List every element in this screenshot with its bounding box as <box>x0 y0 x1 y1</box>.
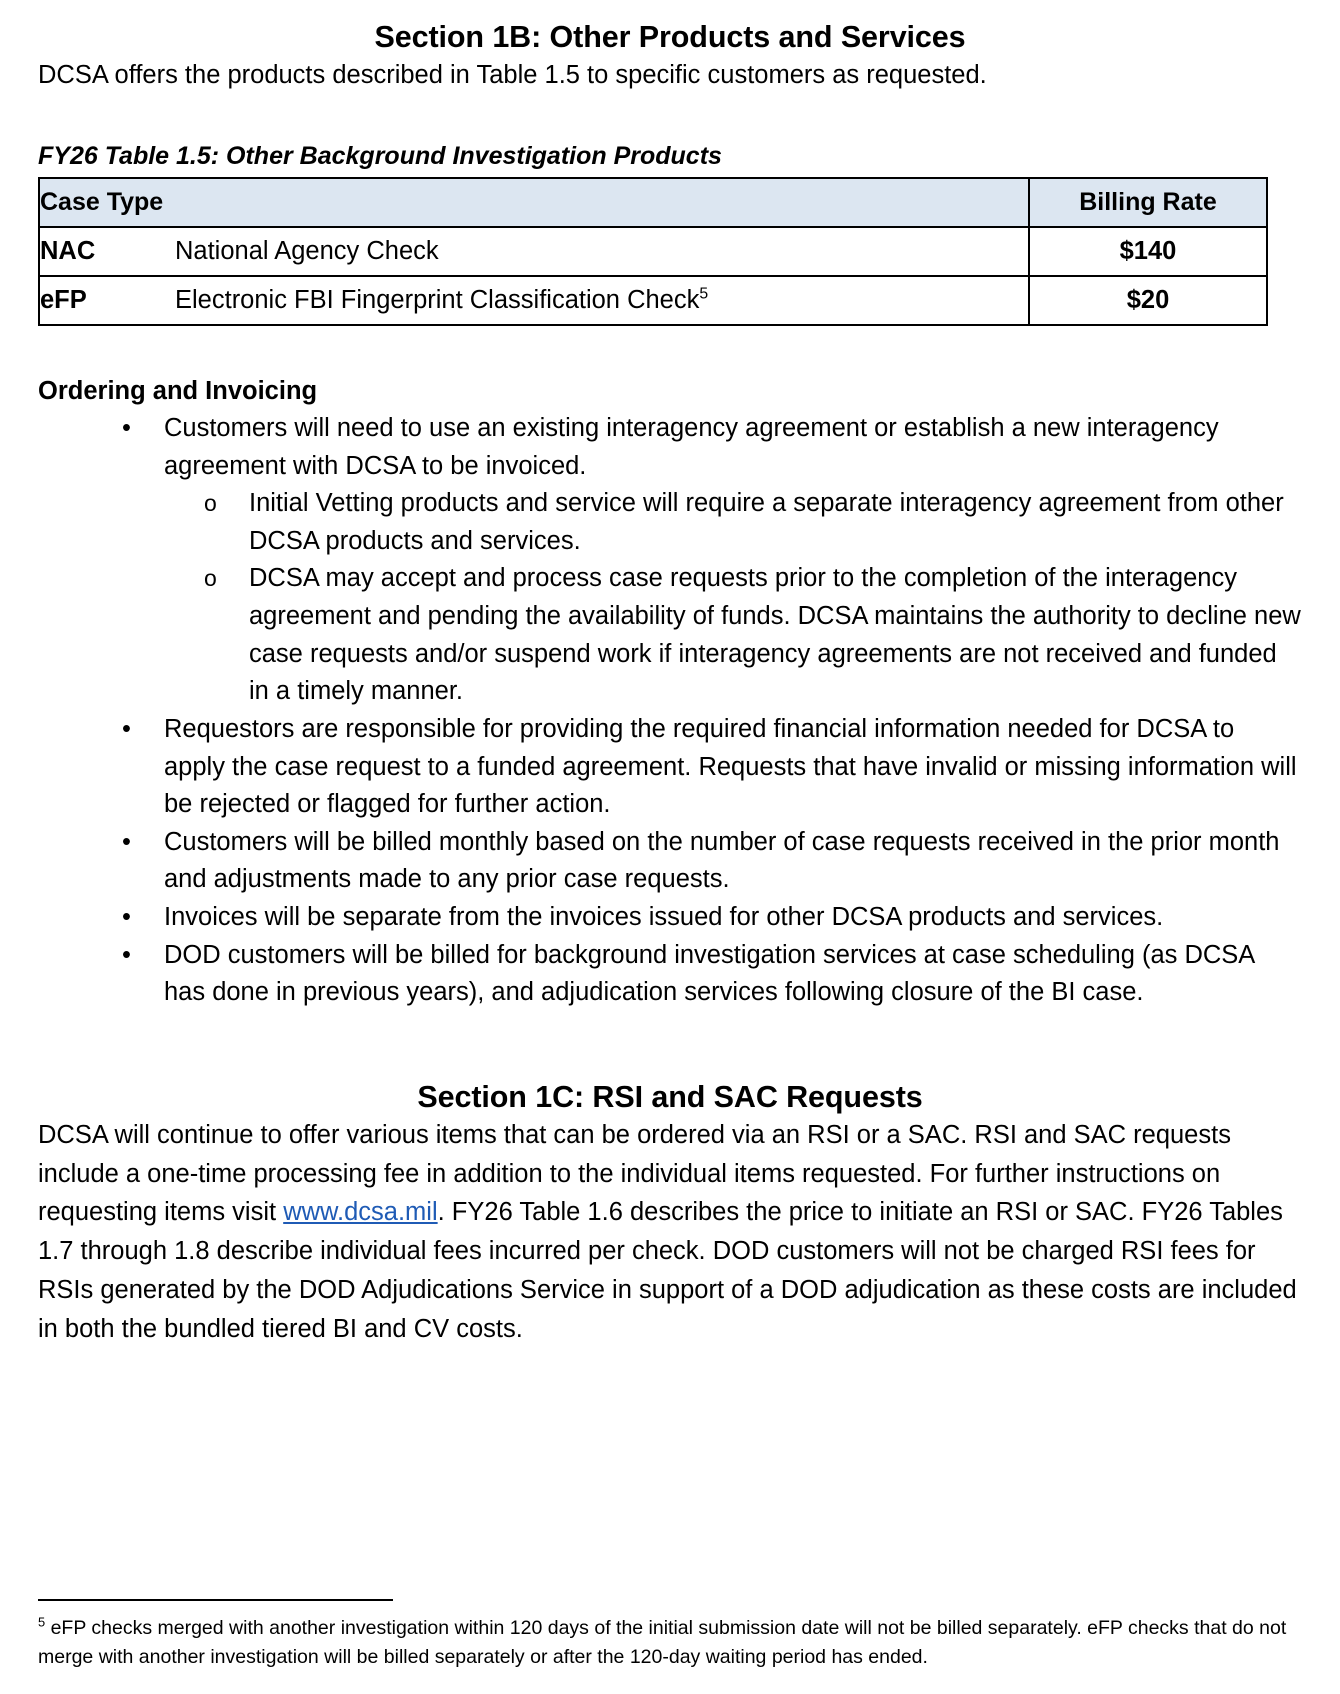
paragraph-text-after-link: . FY26 Table 1.6 describes the price to initiate an RSI or SAC. FY26 Tables 1.7 through 1.8 describe individual fees incurred per check. DOD customers will not be charged RSI fees for RSIs generated by the DOD Adjudications Service in support of a DOD adjudication as these costs are included in both the bundled tiered BI and CV costs. <box>38 1198 1297 1343</box>
bullet-disc-icon: • <box>122 414 131 443</box>
dcsa-website-link[interactable]: www.dcsa.mil <box>283 1198 438 1227</box>
case-code: NAC <box>40 236 96 265</box>
section-1b-heading: Section 1B: Other Products and Services <box>374 20 966 54</box>
list-item <box>38 824 1302 899</box>
bullet-disc-icon: • <box>122 902 131 931</box>
list-item <box>164 560 1302 710</box>
list-item-text: DCSA may accept and process case requests prior to the completion of the interagency agreement and pending the availability of funds. DCSA maintains the authority to decline new case requests and/or suspend work if interagency agreements are not received and funded in a timely manner. <box>249 564 1301 706</box>
case-code: eFP <box>40 285 87 314</box>
list-item-text: Requestors are responsible for providing the required financial information needed for DCSA to apply the case request to a funded agreement. Requests that have invalid or missing information will be rejected or flagged for further action. <box>164 714 1297 819</box>
section-spacer <box>38 1012 1302 1078</box>
list-item-text: Customers will be billed monthly based on the number of case requests received in the prior month and adjustments made to any prior case requests. <box>164 827 1280 894</box>
section-1c-paragraph <box>38 1116 1302 1349</box>
column-header-billing-rate: Billing Rate <box>1029 178 1267 227</box>
footnote-reference-marker: 5 <box>699 285 709 303</box>
list-item-text: Invoices will be separate from the invoices issued for other DCSA products and services. <box>164 902 1164 931</box>
footnote-area <box>38 1599 1302 1672</box>
case-description: Electronic FBI Fingerprint Classification Check <box>175 285 700 314</box>
list-item <box>38 937 1302 1012</box>
section-1b-intro-paragraph: DCSA offers the products described in Table 1.5 to specific customers as requested. <box>38 61 987 90</box>
footnote-body-text: eFP checks merged with another investigation within 120 days of the initial submission date will not be billed separately. eFP checks that do not merge with another investigation will be billed separately or after the 120-day waiting period has ended. <box>38 1617 1287 1669</box>
footnote-marker: 5 <box>38 1614 46 1630</box>
cell-case-type <box>39 276 1029 325</box>
list-item <box>38 711 1302 824</box>
table-row <box>39 227 1267 276</box>
ordering-and-invoicing-heading: Ordering and Invoicing <box>38 376 318 405</box>
column-header-case-type: Case Type <box>39 178 1029 227</box>
bullet-circle-icon: o <box>204 565 217 592</box>
table-header-row <box>39 178 1267 227</box>
bullet-circle-icon: o <box>204 490 217 517</box>
bullet-disc-icon: • <box>122 940 131 969</box>
bullet-disc-icon: • <box>122 714 131 743</box>
table-row <box>39 276 1267 325</box>
ordering-bullet-list <box>38 410 1302 1012</box>
list-item <box>38 899 1302 937</box>
table-1-5-caption: FY26 Table 1.5: Other Background Investigation Products <box>38 141 722 170</box>
section-1c-heading: Section 1C: RSI and SAC Requests <box>417 1079 923 1114</box>
cell-billing-rate: $20 <box>1029 276 1267 325</box>
ordering-sub-bullet-list <box>164 485 1302 711</box>
list-item-text: Initial Vetting products and service will require a separate interagency agreement from other DCSA products and services. <box>249 489 1284 555</box>
list-item-text: DOD customers will be billed for background investigation services at case scheduling (as DCSA has done in previous years), and adjudication services following closure of the BI case. <box>164 940 1254 1007</box>
cell-case-type <box>39 227 1029 276</box>
cell-billing-rate: $140 <box>1029 227 1267 276</box>
list-item-text: Customers will need to use an existing interagency agreement or establish a new interagency agreement with DCSA to be invoiced. <box>164 414 1219 480</box>
footnote-separator-rule <box>38 1599 393 1601</box>
case-description: National Agency Check <box>175 236 439 265</box>
bullet-disc-icon: • <box>122 827 131 856</box>
footnote-5 <box>38 1614 1302 1672</box>
list-item <box>164 485 1302 560</box>
table-1-5-other-background-investigation-products <box>38 177 1268 326</box>
list-item <box>38 410 1302 711</box>
paragraph-text-before-link: DCSA will continue to offer various items that can be ordered via an RSI or a SAC. RSI and SAC requests include a one-time processing fee in addition to the individual items requested. For further instructions on requesting items visit <box>38 1120 1231 1227</box>
